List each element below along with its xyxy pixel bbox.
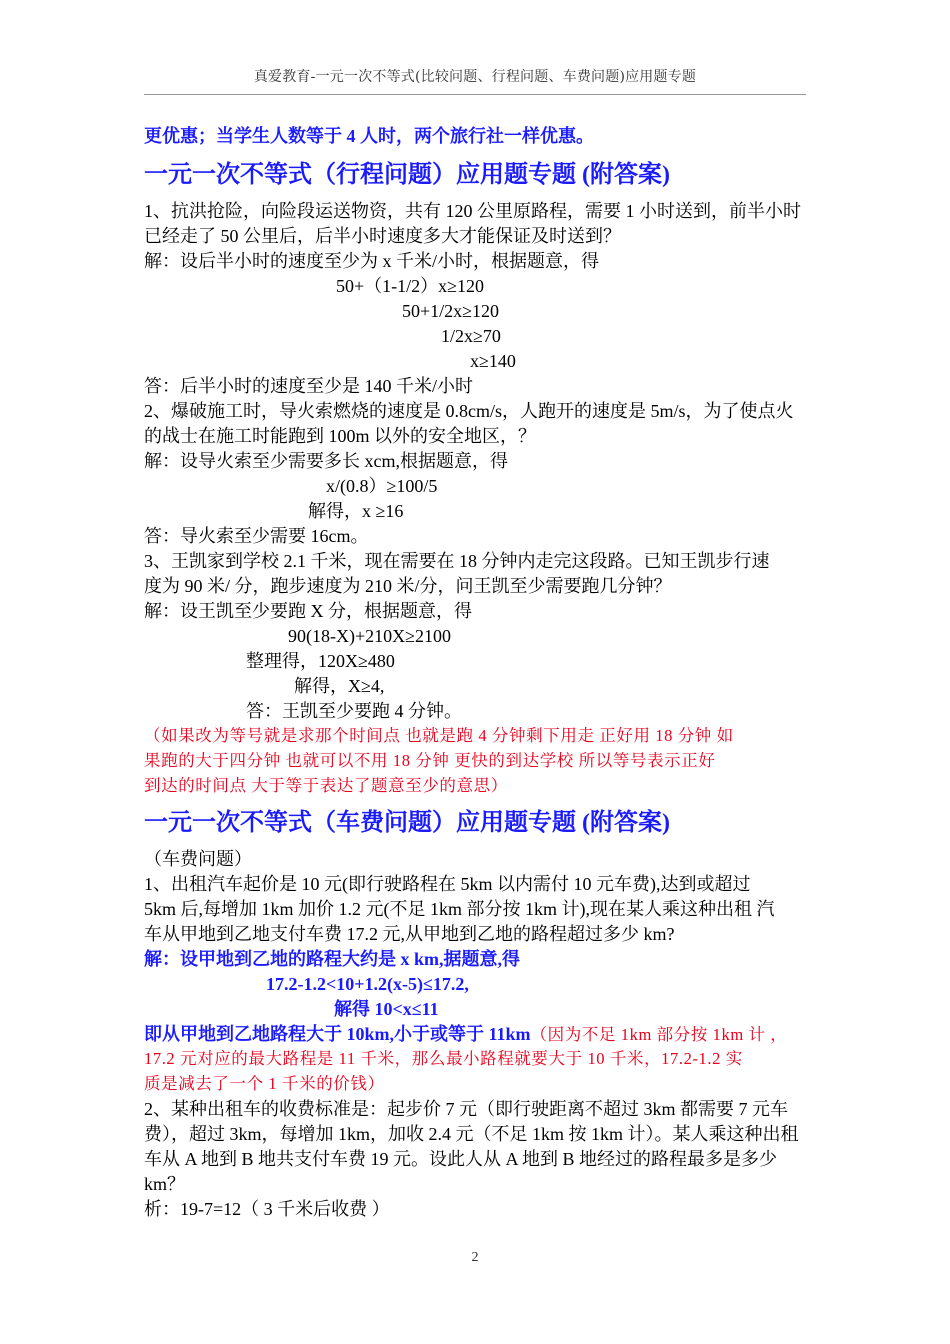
red-note: 到达的时间点 大于等于表达了题意至少的意思） <box>144 776 508 795</box>
text-line: 1、出租汽车起价是 10 元(即行驶路程在 5km 以内需付 10 元车费),达到或超过 <box>144 874 751 894</box>
equation-line: 17.2-1.2<10+1.2(x-5)≤17.2, <box>266 974 469 994</box>
text-line: 答：后半小时的速度至少是 140 千米/小时 <box>144 376 473 396</box>
text-line: km？ <box>144 1174 186 1194</box>
red-note: 质是减去了一个 1 千米的价钱） <box>144 1074 385 1093</box>
page-header: 真爱教育-一元一次不等式(比较问题、行程问题、车费问题)应用题专题 <box>253 69 697 85</box>
text-line: 解：设后半小时的速度至少为 x 千米/小时，根据题意，得 <box>144 251 599 271</box>
equation-line: 整理得，120X≥480 <box>246 651 395 671</box>
mixed-line <box>144 1022 787 1047</box>
text-line: 解：设王凯至少要跑 X 分，根据题意，得 <box>144 601 472 621</box>
text-line: 5km 后,每增加 1km 加价 1.2 元(不足 1km 部分按 1km 计),现在某人乘这种出租 汽 <box>144 899 775 919</box>
equation-line: x/(0.8）≥100/5 <box>326 476 438 496</box>
equation-line: 50+（1-1/2）x≥120 <box>336 276 485 296</box>
section-heading: 一元一次不等式（行程问题）应用题专题 (附答案) <box>144 162 670 188</box>
red-note: （如果改为等号就是求那个时间点 也就是跑 4 分钟剩下用走 正好用 18 分钟 如 <box>144 726 734 745</box>
red-note: 17.2 元对应的最大路程是 11 千米，那么最小路程就要大于 10 千米，17.2-1.2 实 <box>144 1049 743 1068</box>
red-note: 果跑的大于四分钟 也就可以不用 18 分钟 更快的到达学校 所以等号表示正好 <box>144 751 716 770</box>
text-line: 3、王凯家到学校 2.1 千米，现在需要在 18 分钟内走完这段路。已知王凯步行速 <box>144 551 770 571</box>
text-line: 2、爆破施工时，导火索燃烧的速度是 0.8cm/s，人跑开的速度是 5m/s，为了使点火 <box>144 401 794 421</box>
equation-line: 50+1/2x≥120 <box>402 301 500 321</box>
red-note: （因为不足 1km 部分按 1km 计 ， <box>530 1025 788 1044</box>
text-line: 车从甲地到乙地支付车费 17.2 元,从甲地到乙地的路程超过多少 km? <box>144 924 675 944</box>
text-line: 答：导火索至少需要 16cm。 <box>144 526 369 546</box>
text-line: （车费问题） <box>144 849 252 869</box>
text-line: 析：19-7=12（ 3 千米后收费 ） <box>144 1199 390 1219</box>
text-line: 度为 90 米/ 分，跑步速度为 210 米/分，问王凯至少需要跑几分钟？ <box>144 576 672 596</box>
solution-line: 解：设甲地到乙地的路程大约是 x km,据题意,得 <box>144 949 521 969</box>
page-number: 2 <box>471 1250 479 1265</box>
text-line: 2、某种出租车的收费标准是：起步价 7 元（即行驶距离不超过 3km 都需要 7 元车 <box>144 1099 788 1119</box>
equation-line: 答：王凯至少要跑 4 分钟。 <box>246 701 462 721</box>
equation-line: 90(18-X)+210X≥2100 <box>288 626 452 646</box>
text-line: 更优惠；当学生人数等于 4 人时，两个旅行社一样优惠。 <box>144 126 594 146</box>
equation-line: 解得 10<x≤11 <box>334 999 439 1019</box>
answer-text: 即从甲地到乙地路程大于 10km,小于或等于 11km <box>144 1024 531 1044</box>
text-line: 的战士在施工时能跑到 100m 以外的安全地区，？ <box>144 426 536 446</box>
text-line: 费），超过 3km，每增加 1km，加收 2.4 元（不足 1km 按 1km 计）。某人乘这种出租 <box>144 1124 799 1144</box>
equation-line: 解得，X≥4, <box>294 676 385 696</box>
equation-line: x≥140 <box>470 351 516 371</box>
header-divider <box>144 94 806 95</box>
text-line: 已经走了 50 公里后，后半小时速度多大才能保证及时送到？ <box>144 226 621 246</box>
section-heading: 一元一次不等式（车费问题）应用题专题 (附答案) <box>144 810 670 836</box>
equation-line: 解得，x ≥16 <box>308 501 404 521</box>
text-line: 1、抗洪抢险，向险段运送物资，共有 120 公里原路程，需要 1 小时送到，前半小时 <box>144 201 801 221</box>
text-line: 解：设导火索至少需要多长 xcm,根据题意，得 <box>144 451 508 471</box>
text-line: 车从 A 地到 B 地共支付车费 19 元。设此人从 A 地到 B 地经过的路程最多是多少 <box>144 1149 778 1169</box>
equation-line: 1/2x≥70 <box>441 326 501 346</box>
